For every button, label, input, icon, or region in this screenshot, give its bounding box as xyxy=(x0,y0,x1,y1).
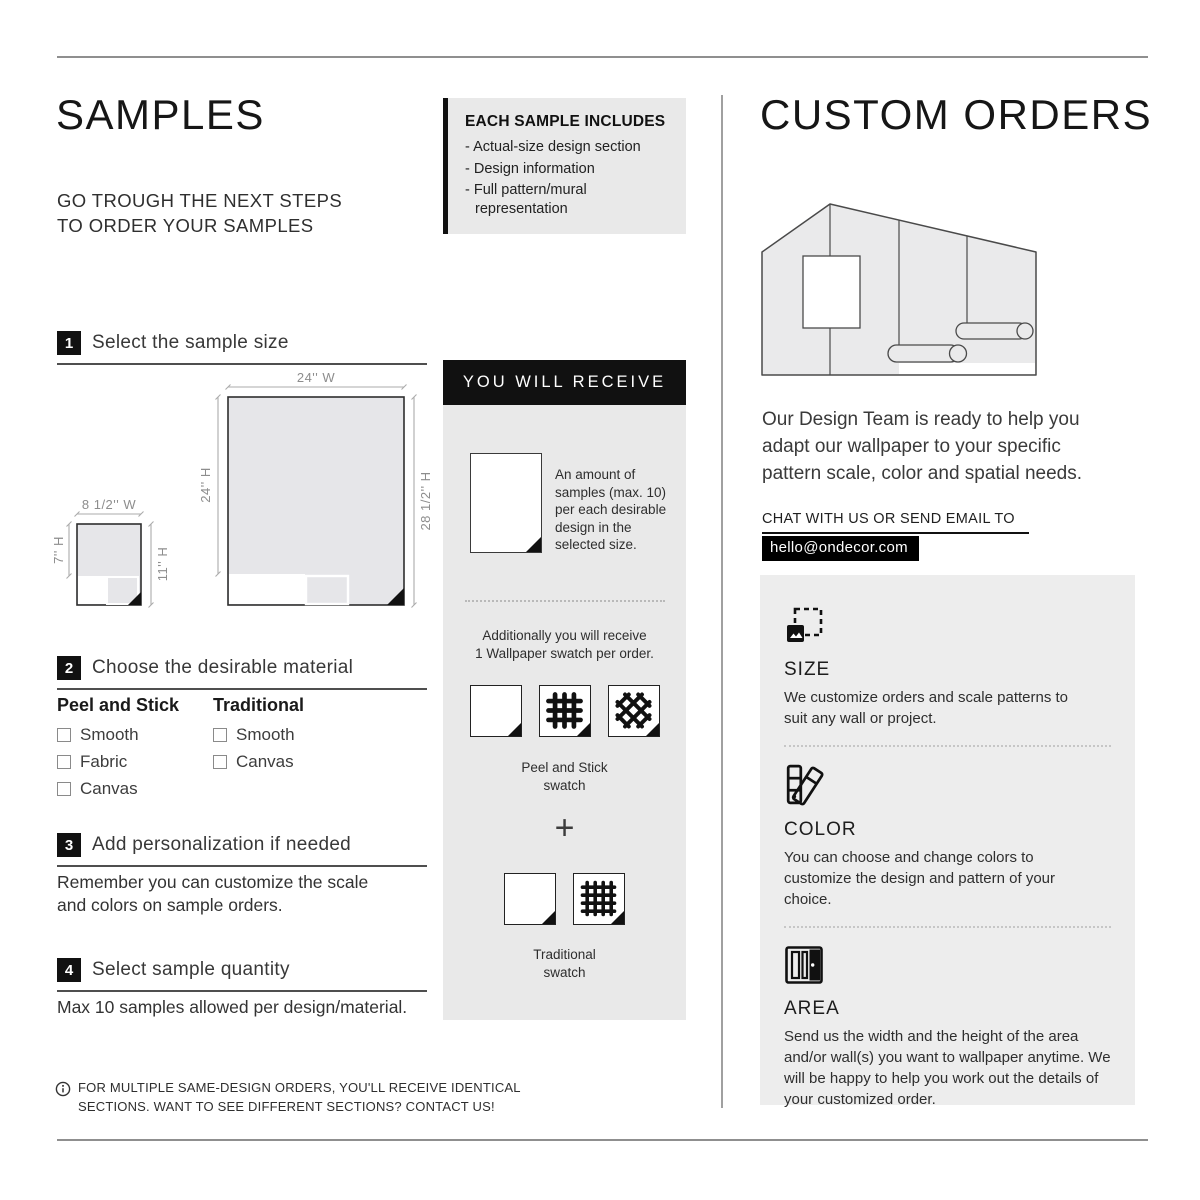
peel-swatch-label xyxy=(443,759,686,794)
peel-label-line1: Peel and Stick xyxy=(521,760,608,775)
size-title: SIZE xyxy=(784,659,831,680)
step4-number-badge: 4 xyxy=(57,958,81,982)
samples-title: SAMPLES xyxy=(56,91,265,138)
step3-header xyxy=(57,833,427,867)
top-rule xyxy=(57,56,1148,58)
blank-swatch-icon xyxy=(504,873,556,925)
material-option-peel-fabric[interactable] xyxy=(57,752,179,772)
step3-number-badge: 3 xyxy=(57,833,81,857)
step1-header xyxy=(57,331,427,365)
info-icon xyxy=(55,1081,71,1097)
chat-with-us-label: CHAT WITH US OR SEND EMAIL TO xyxy=(762,511,1029,534)
small-width-dimension: 8 1/2'' W xyxy=(81,497,137,512)
dotted-divider xyxy=(784,926,1111,928)
footnote-line1: FOR MULTIPLE SAME-DESIGN ORDERS, YOU'LL RECEIVE IDENTICAL xyxy=(78,1080,521,1095)
peel-and-stick-title: Peel and Stick xyxy=(57,695,180,715)
material-option-peel-smooth[interactable] xyxy=(57,725,179,745)
email-address[interactable]: hello@ondecor.com xyxy=(762,536,919,561)
subtitle-line2: TO ORDER YOUR SAMPLES xyxy=(57,215,314,237)
checkbox-icon xyxy=(213,728,227,742)
peel-label-line2: swatch xyxy=(543,777,586,793)
step3-label: Add personalization if needed xyxy=(92,834,352,855)
folded-corner-icon xyxy=(508,723,521,736)
column-divider xyxy=(721,95,723,1108)
step2-number-badge: 2 xyxy=(57,656,81,680)
area-icon xyxy=(784,945,824,985)
material-option-label: Smooth xyxy=(80,725,139,744)
includes-item: - Design information xyxy=(465,160,672,179)
step1-label: Select the sample size xyxy=(92,332,289,353)
checkbox-icon xyxy=(213,755,227,769)
material-option-traditional-canvas[interactable] xyxy=(213,752,304,772)
window-shape xyxy=(803,256,860,328)
additional-line1: Additionally you will receive xyxy=(482,628,647,643)
you-will-receive-header: YOU WILL RECEIVE xyxy=(443,360,686,405)
size-icon xyxy=(784,606,824,646)
color-title: COLOR xyxy=(784,819,857,841)
folded-corner-icon xyxy=(526,537,541,552)
material-column-peel xyxy=(57,695,179,806)
samples-amount-text: An amount of samples (max. 10) per each desirable design in the selected size. xyxy=(555,467,667,553)
large-sample-shape xyxy=(228,397,404,605)
step2-label: Choose the desirable material xyxy=(92,657,354,678)
blank-swatch-icon xyxy=(470,685,522,737)
folded-corner-icon xyxy=(542,911,555,924)
large-left-dimension: 24'' H xyxy=(198,467,213,503)
traditional-swatch-label xyxy=(443,946,686,981)
you-will-receive-panel xyxy=(443,360,686,1020)
wallpaper-wall-illustration xyxy=(760,196,1038,378)
includes-item: - Full pattern/mural representation xyxy=(465,181,672,218)
traditional-label-line1: Traditional xyxy=(533,947,596,962)
large-right-dimension: 28 1/2'' H xyxy=(418,471,433,531)
step3-description: Remember you can customize the scale and colors on sample orders. xyxy=(57,872,369,915)
checkbox-icon xyxy=(57,728,71,742)
samples-subtitle xyxy=(57,188,342,238)
each-sample-includes-box xyxy=(443,98,686,234)
includes-title: EACH SAMPLE INCLUDES xyxy=(465,113,666,130)
area-title: AREA xyxy=(784,998,840,1020)
small-right-dimension: 11'' H xyxy=(155,546,170,582)
material-option-label: Canvas xyxy=(80,779,138,798)
checkbox-icon xyxy=(57,782,71,796)
custom-orders-title: CUSTOM ORDERS xyxy=(760,91,1153,138)
dotted-divider xyxy=(784,745,1111,747)
includes-item: - Actual-size design section xyxy=(465,138,672,157)
material-option-label: Fabric xyxy=(80,752,128,771)
step1-number-badge: 1 xyxy=(57,331,81,355)
step2-header xyxy=(57,656,427,690)
traditional-title: Traditional xyxy=(213,695,305,715)
small-sample-shape xyxy=(77,524,141,605)
area-description: Send us the width and the height of the area and/or wall(s) you want to wallpaper anytime. We will be happy to help you work out the details of your customized order. xyxy=(784,1028,1111,1108)
small-left-dimension: 7'' H xyxy=(51,536,66,564)
additional-line2: 1 Wallpaper swatch per order. xyxy=(475,645,654,661)
step4-label: Select sample quantity xyxy=(92,959,290,980)
sample-card-illustration xyxy=(470,453,542,553)
custom-features-panel xyxy=(760,575,1135,1108)
folded-corner-icon xyxy=(646,723,659,736)
large-width-dimension: 24'' W xyxy=(296,370,336,385)
grid-pattern-swatch-icon xyxy=(539,685,591,737)
footnote xyxy=(55,1079,555,1117)
material-option-label: Canvas xyxy=(236,752,294,771)
footnote-text xyxy=(78,1079,521,1117)
material-column-traditional xyxy=(213,695,304,779)
material-option-traditional-smooth[interactable] xyxy=(213,725,304,745)
material-option-peel-canvas[interactable] xyxy=(57,779,179,799)
traditional-label-line2: swatch xyxy=(543,964,586,980)
size-description: We customize orders and scale patterns to suit any wall or project. xyxy=(784,689,1069,727)
folded-corner-icon xyxy=(611,911,624,924)
bottom-rule xyxy=(57,1139,1148,1141)
design-team-intro: Our Design Team is ready to help you adapt our wallpaper to your specific pattern scale, color and spatial needs. xyxy=(762,409,1083,485)
footnote-line2: SECTIONS. WANT TO SEE DIFFERENT SECTIONS? CONTACT US! xyxy=(78,1098,495,1114)
color-description: You can choose and change colors to customize the design and pattern of your choice. xyxy=(784,849,1055,908)
additional-swatch-text xyxy=(443,627,686,662)
peel-swatch-row xyxy=(443,685,686,737)
crosshatch-pattern-swatch-icon xyxy=(608,685,660,737)
traditional-swatch-row xyxy=(443,873,686,925)
plus-sign: + xyxy=(554,809,575,847)
step4-description: Max 10 samples allowed per design/material. xyxy=(57,997,408,1017)
checkbox-icon xyxy=(57,755,71,769)
color-icon xyxy=(784,764,826,806)
dotted-divider xyxy=(465,600,665,602)
folded-corner-icon xyxy=(577,723,590,736)
sample-size-diagram xyxy=(51,370,433,616)
subtitle-line1: GO TROUGH THE NEXT STEPS xyxy=(57,190,343,211)
step4-header xyxy=(57,958,427,992)
material-option-label: Smooth xyxy=(236,725,295,744)
contact-block xyxy=(762,510,1029,561)
dense-grid-swatch-icon xyxy=(573,873,625,925)
